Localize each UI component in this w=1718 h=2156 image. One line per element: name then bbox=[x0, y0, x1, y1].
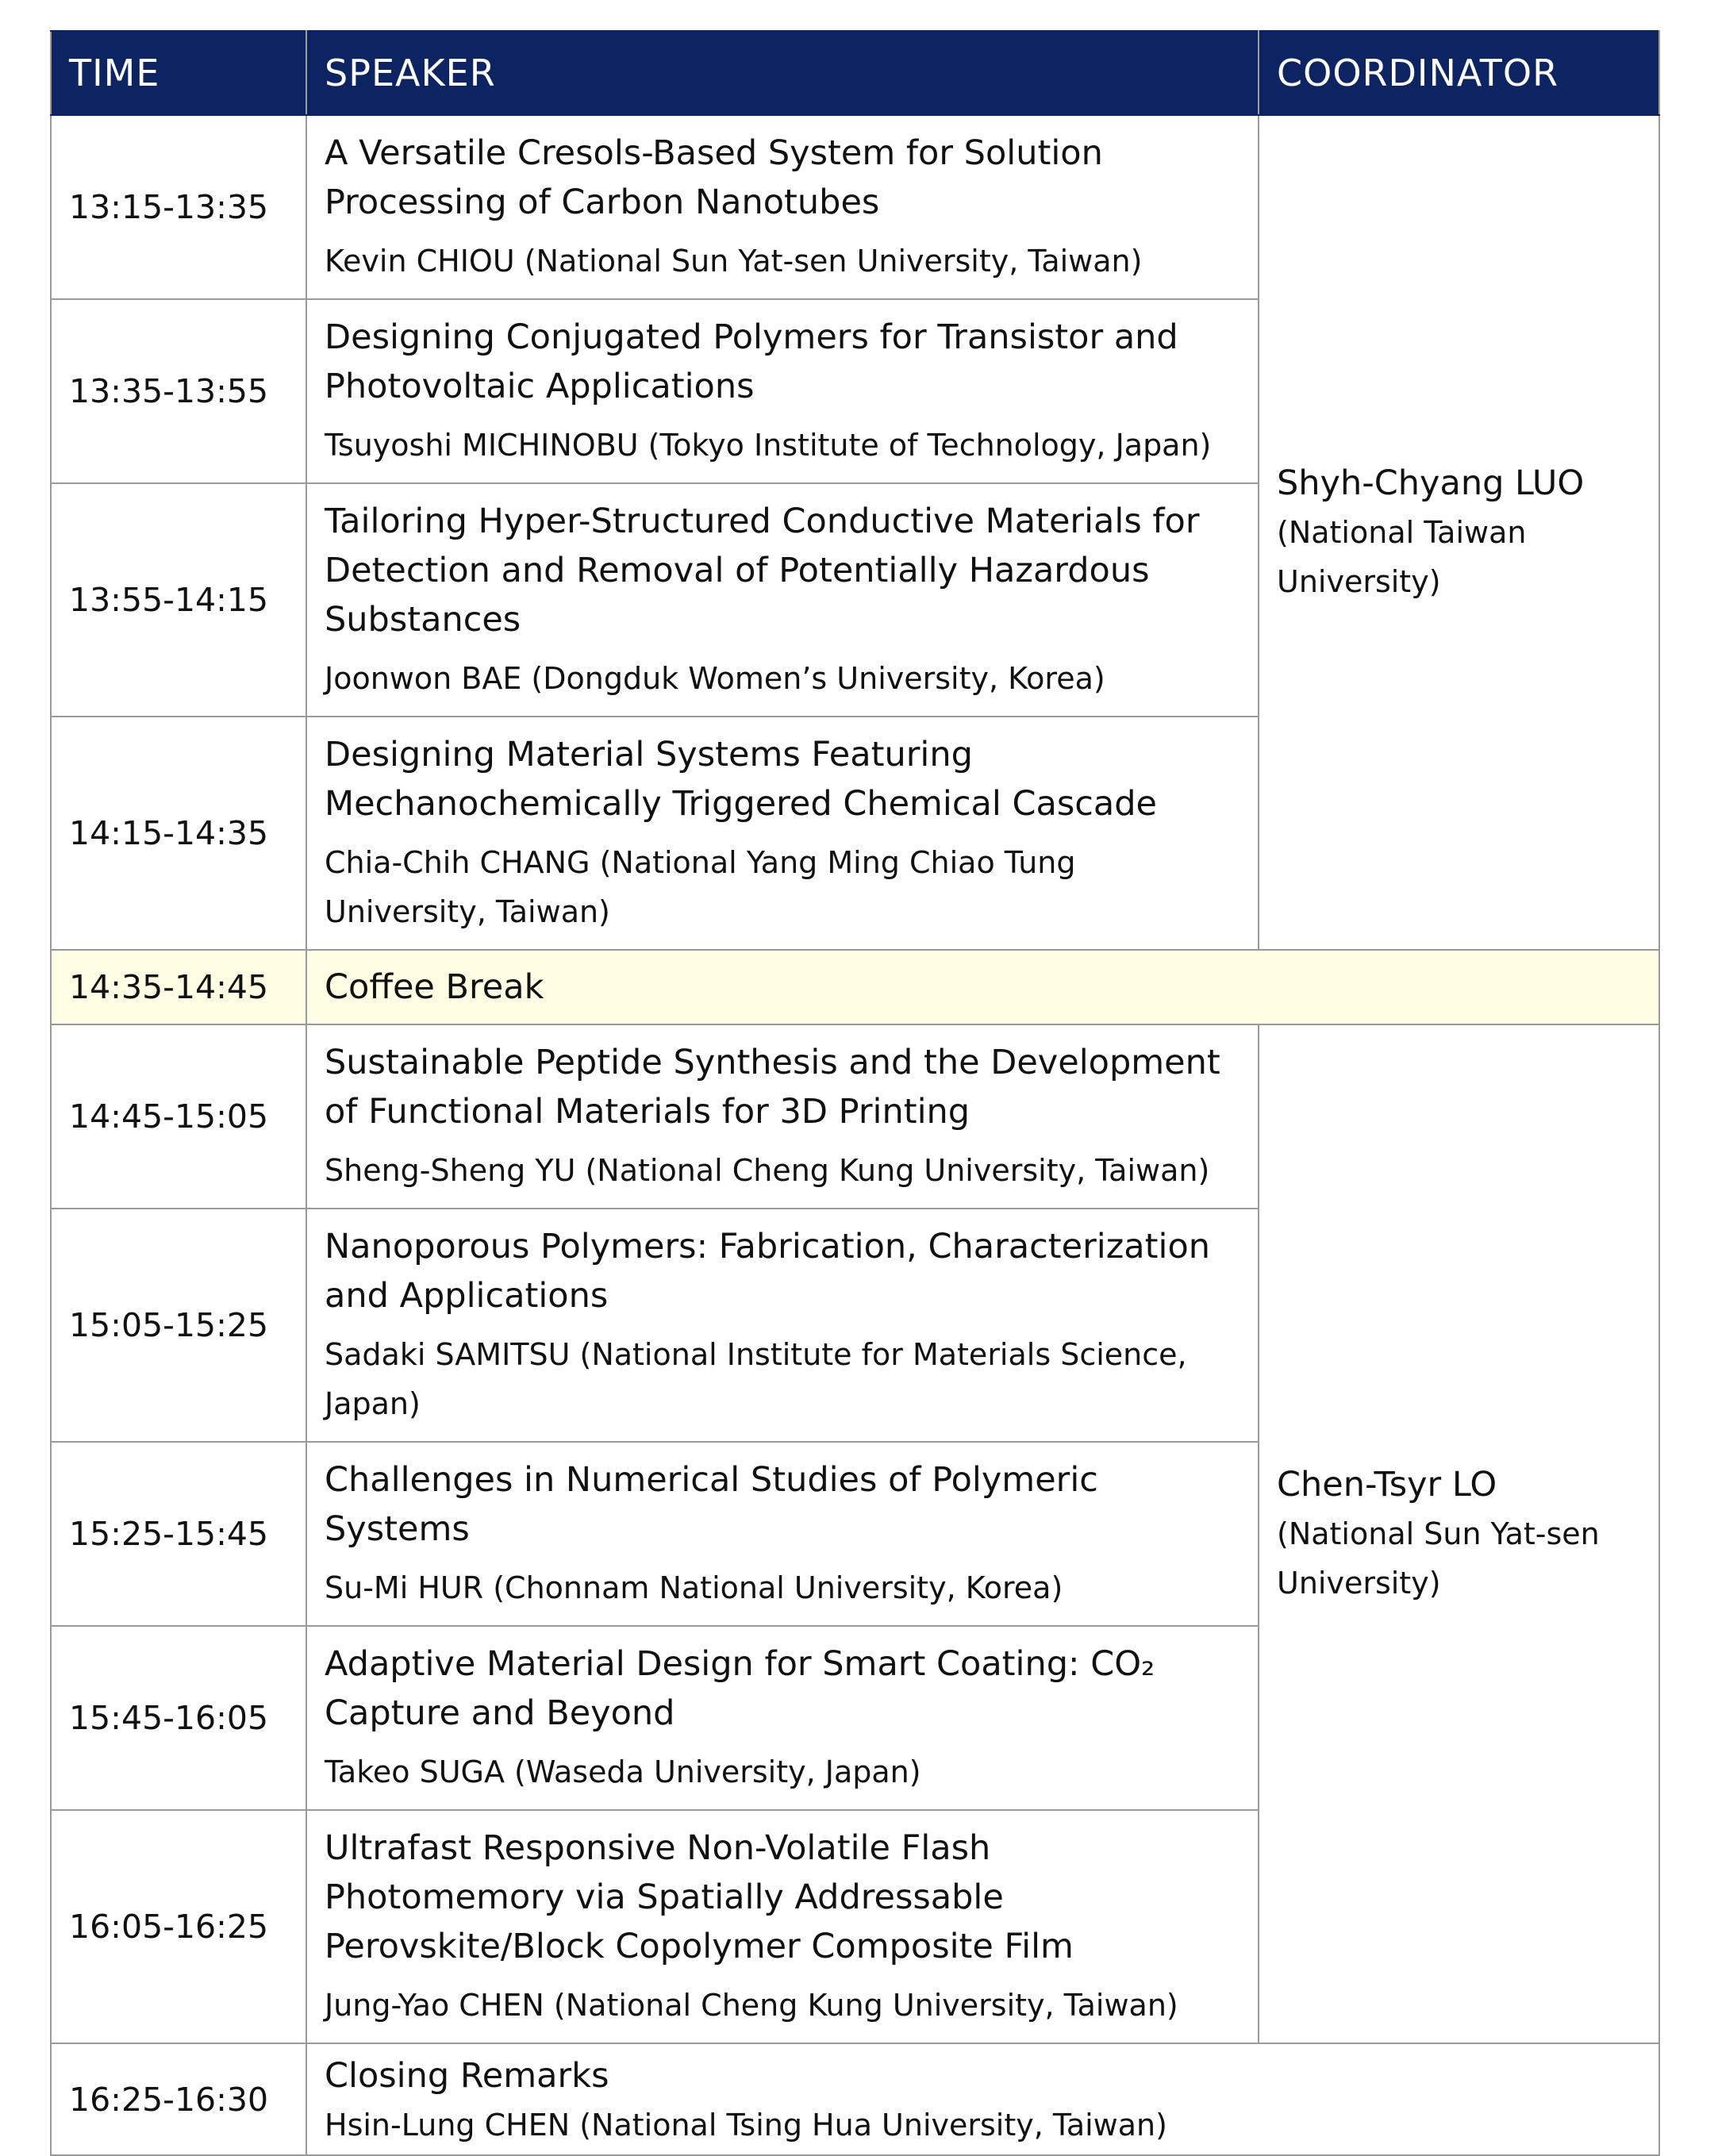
closing-cell bbox=[306, 2043, 1659, 2155]
coordinator-cell bbox=[1259, 1024, 1659, 2043]
session-cell bbox=[306, 483, 1259, 717]
session-time: 15:45-16:05 bbox=[51, 1626, 306, 1810]
session-speaker: Kevin CHIOU (National Sun Yat-sen University, Taiwan) bbox=[325, 244, 1143, 279]
closing-row bbox=[51, 2043, 1659, 2155]
session-cell bbox=[306, 299, 1259, 483]
session-title: Sustainable Peptide Synthesis and the Development of Functional Materials for 3D Printing bbox=[325, 1043, 1220, 1132]
session-title: A Versatile Cresols-Based System for Solution Processing of Carbon Nanotubes bbox=[325, 133, 1103, 222]
session-cell bbox=[306, 1024, 1259, 1209]
session-speaker: Takeo SUGA (Waseda University, Japan) bbox=[325, 1754, 921, 1789]
session-cell bbox=[306, 1209, 1259, 1442]
session-time: 15:05-15:25 bbox=[51, 1209, 306, 1442]
session-title: Adaptive Material Design for Smart Coating: CO₂ Capture and Beyond bbox=[325, 1644, 1155, 1733]
session-speaker: Tsuyoshi MICHINOBU (Tokyo Institute of Technology, Japan) bbox=[325, 428, 1212, 463]
coordinator-name: Shyh-Chyang LUO bbox=[1277, 463, 1585, 503]
session-cell bbox=[306, 717, 1259, 950]
table-row bbox=[51, 115, 1659, 299]
break-cell bbox=[306, 950, 1659, 1024]
session-cell bbox=[306, 115, 1259, 299]
session-time: 13:35-13:55 bbox=[51, 299, 306, 483]
session-title: Ultrafast Responsive Non-Volatile Flash Photomemory via Spatially Addressable Perovskite/Block Copolymer Composite Film bbox=[325, 1828, 1074, 1966]
session-cell bbox=[306, 1810, 1259, 2043]
coordinator-cell bbox=[1259, 115, 1659, 950]
session-speaker: Chia-Chih CHANG (National Yang Ming Chiao Tung University, Taiwan) bbox=[325, 845, 1076, 929]
coordinator-name: Chen-Tsyr LO bbox=[1277, 1465, 1497, 1505]
closing-time: 16:25-16:30 bbox=[51, 2043, 306, 2155]
session-speaker: Joonwon BAE (Dongduk Women’s University, Korea) bbox=[325, 661, 1105, 696]
coordinator-affiliation: (National Taiwan University) bbox=[1277, 515, 1527, 599]
header-time: TIME bbox=[51, 31, 306, 115]
session-title: Designing Conjugated Polymers for Transistor and Photovoltaic Applications bbox=[325, 317, 1178, 406]
header-speaker: SPEAKER bbox=[306, 31, 1259, 115]
session-speaker: Sheng-Sheng YU (National Cheng Kung University, Taiwan) bbox=[325, 1153, 1210, 1188]
schedule-table bbox=[50, 30, 1660, 2156]
header-row bbox=[51, 31, 1659, 115]
session-title: Designing Material Systems Featuring Mechanochemically Triggered Chemical Cascade bbox=[325, 735, 1158, 824]
table-row bbox=[51, 1024, 1659, 1209]
session-title: Challenges in Numerical Studies of Polymeric Systems bbox=[325, 1460, 1098, 1549]
session-time: 15:25-15:45 bbox=[51, 1442, 306, 1626]
session-speaker: Su-Mi HUR (Chonnam National University, Korea) bbox=[325, 1570, 1063, 1605]
session-time: 14:45-15:05 bbox=[51, 1024, 306, 1209]
session-time: 16:05-16:25 bbox=[51, 1810, 306, 2043]
session-cell bbox=[306, 1626, 1259, 1810]
coordinator-affiliation: (National Sun Yat-sen University) bbox=[1277, 1516, 1600, 1601]
session-title: Nanoporous Polymers: Fabrication, Characterization and Applications bbox=[325, 1227, 1211, 1316]
break-time: 14:35-14:45 bbox=[51, 950, 306, 1024]
coffee-break-row bbox=[51, 950, 1659, 1024]
header-coordinator: COORDINATOR bbox=[1259, 31, 1659, 115]
session-time: 14:15-14:35 bbox=[51, 717, 306, 950]
session-time: 13:55-14:15 bbox=[51, 483, 306, 717]
break-label: Coffee Break bbox=[325, 967, 544, 1007]
session-cell bbox=[306, 1442, 1259, 1626]
session-speaker: Sadaki SAMITSU (National Institute for Materials Science, Japan) bbox=[325, 1337, 1187, 1421]
session-title: Tailoring Hyper-Structured Conductive Materials for Detection and Removal of Potentially Hazardous Substances bbox=[325, 502, 1200, 640]
session-speaker: Jung-Yao CHEN (National Cheng Kung University, Taiwan) bbox=[325, 1988, 1178, 2023]
closing-speaker: Hsin-Lung CHEN (National Tsing Hua University, Taiwan) bbox=[325, 2107, 1167, 2143]
closing-title: Closing Remarks bbox=[325, 2055, 609, 2096]
session-time: 13:15-13:35 bbox=[51, 115, 306, 299]
